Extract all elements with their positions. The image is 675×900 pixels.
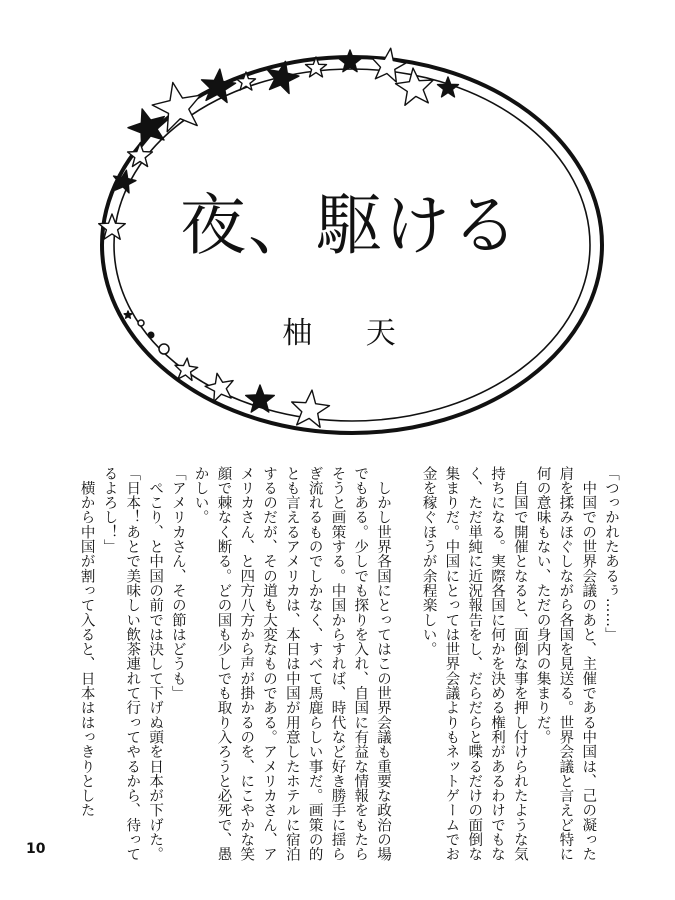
star-icon bbox=[292, 390, 330, 427]
star-icon bbox=[438, 77, 459, 97]
paragraph: 横から中国が割って入ると、日本ははっきりとした bbox=[78, 466, 95, 818]
paragraph-blank bbox=[394, 466, 417, 866]
paragraph: 「アメリカさん、その節はどうも」 bbox=[169, 466, 186, 701]
dot-icon bbox=[138, 320, 144, 326]
dot-icon bbox=[148, 332, 155, 339]
author-name: 柚 天 bbox=[282, 316, 418, 351]
star-icon bbox=[128, 143, 153, 167]
paragraph: しかし世界各国にとってはこの世界会議も重要な政治の場でもある。少しでも探りを入れ、自国に有益な情報をもたらそうと画策する。中国からすれば、時代など好き勝手に揺らぎ流れるものでしかなく、すべて馬鹿らしい事だ。画策の的とも言えるアメリカは、本日は中国が用意したホテルに宿泊するのだが、その道も大変なものである。アメリカさん、アメリカさん、と四方八方から声が掛かるのを、にこやかな笑顔で棘なく断る。どの国も少しでも取り入ろうと必死で、愚かしい。 bbox=[192, 466, 392, 862]
paragraph: 「日本！あとで美味しい飲茶連れて行ってやるから、待ってるよろし！」 bbox=[101, 466, 141, 862]
paragraph: 自国で開催となると、面倒な事を押し付けられたような気持ちになる。実際各国に何かを決める権利があるわけでもなく、ただ単純に近況報告をし、だらだらと喋るだけの面倒な集まりだ。中国にとっては世界会議よりもネットゲームでお金を稼ぐほうが余程楽しい。 bbox=[420, 466, 528, 862]
star-icon bbox=[372, 48, 406, 82]
page-number: 10 bbox=[26, 841, 46, 857]
story-title: 夜、駆ける bbox=[180, 187, 520, 264]
circle-icon bbox=[159, 344, 169, 354]
body-text bbox=[74, 466, 622, 866]
star-icon bbox=[124, 311, 132, 318]
paragraph: ぺこり、と中国の前では決して下げぬ頭を日本が下げた。 bbox=[147, 466, 164, 862]
star-icon bbox=[202, 69, 236, 102]
star-icon bbox=[396, 68, 434, 105]
paragraph: 「つっかれたあるぅ……」 bbox=[603, 466, 619, 642]
paragraph: 中国での世界会議のあと、主催である中国は、己の凝った肩を揉みほぐしながら各国を見送る。世界会議と言えど特に何の意味もない、ただの身内の集まりだ。 bbox=[534, 466, 597, 862]
